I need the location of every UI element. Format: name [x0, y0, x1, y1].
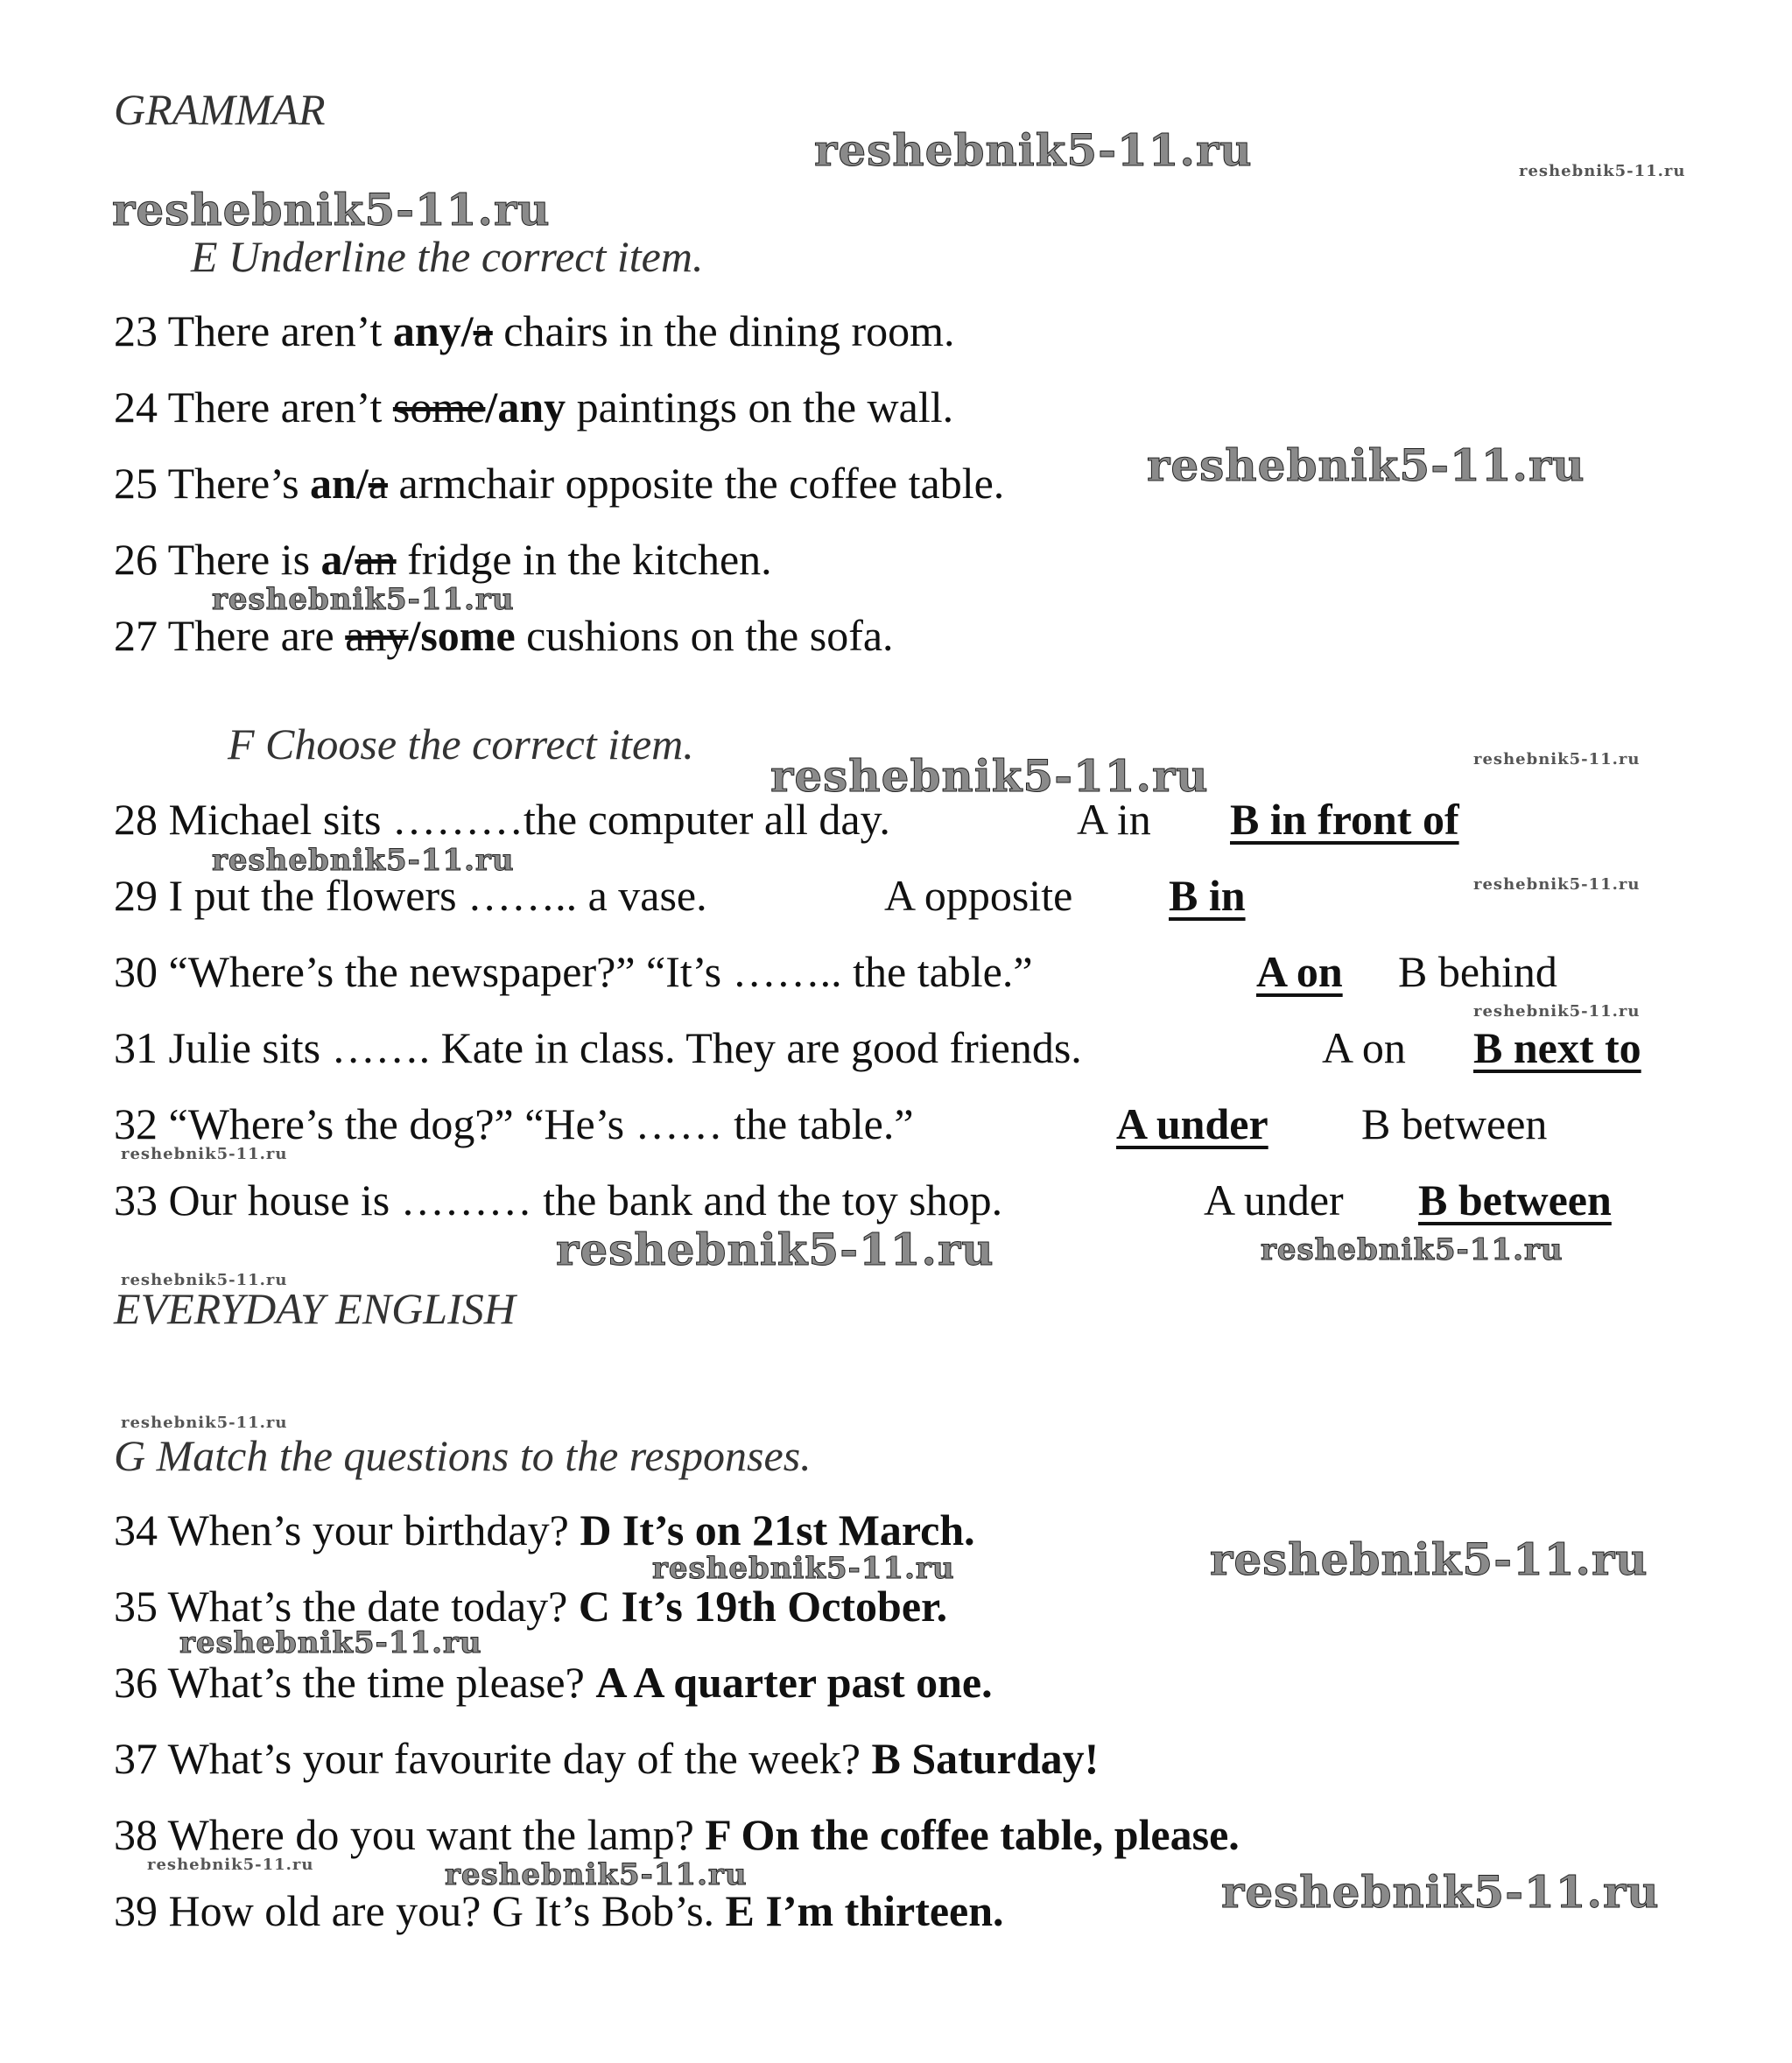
watermark: reshebnik5-11.ru [1221, 1866, 1660, 1918]
option-b: B behind [1398, 947, 1557, 996]
exercise-e-item: 24 There aren’t some/any paintings on the wall. [114, 382, 954, 432]
watermark: reshebnik5-11.ru [179, 1625, 482, 1660]
section-heading-grammar: GRAMMAR [114, 85, 326, 134]
exercise-f-item: 30 “Where’s the newspaper?” “It’s …….. the table.” [114, 947, 1033, 996]
option-a: A in [1077, 795, 1151, 844]
exercise-f-item: 32 “Where’s the dog?” “He’s …… the table.” [114, 1099, 914, 1148]
watermark: reshebnik5-11.ru [1519, 162, 1686, 180]
watermark: reshebnik5-11.ru [1473, 1002, 1641, 1021]
exercise-e-title: E Underline the correct item. [191, 232, 704, 281]
watermark: reshebnik5-11.ru [814, 124, 1253, 176]
exercise-g-item: 39 How old are you? G It’s Bob’s. E I’m thirteen. [114, 1886, 1004, 1935]
watermark: reshebnik5-11.ru [1473, 750, 1641, 768]
option-a-correct: A under [1116, 1099, 1268, 1148]
exercise-e-item: 27 There are any/some cushions on the sofa. [114, 611, 894, 660]
option-b-correct: B between [1418, 1175, 1612, 1224]
option-a: A under [1204, 1175, 1344, 1224]
watermark: reshebnik5-11.ru [121, 1271, 288, 1289]
watermark: reshebnik5-11.ru [112, 184, 551, 235]
option-b: B between [1361, 1099, 1548, 1148]
exercise-e-item: 23 There aren’t any/a chairs in the dining room. [114, 306, 955, 355]
option-a-correct: A on [1256, 947, 1343, 996]
watermark: reshebnik5-11.ru [212, 582, 515, 617]
option-b-correct: B next to [1473, 1023, 1641, 1072]
exercise-g-item: 36 What’s the time please? A A quarter past one. [114, 1658, 993, 1707]
exercise-g-title: G Match the questions to the responses. [114, 1431, 812, 1480]
section-heading-everyday-english: EVERYDAY ENGLISH [114, 1284, 516, 1333]
watermark: reshebnik5-11.ru [121, 1414, 288, 1432]
option-b-correct: B in [1169, 871, 1246, 920]
option-a: A on [1322, 1023, 1406, 1072]
watermark: reshebnik5-11.ru [147, 1856, 314, 1874]
watermark: reshebnik5-11.ru [1473, 875, 1641, 894]
exercise-g-item: 37 What’s your favourite day of the week? B Saturday! [114, 1734, 1100, 1783]
watermark: reshebnik5-11.ru [1210, 1533, 1648, 1585]
option-a: A opposite [884, 871, 1073, 920]
exercise-f-item: 31 Julie sits ……. Kate in class. They are good friends. [114, 1023, 1082, 1072]
exercise-g-item: 34 When’s your birthday? D It’s on 21st March. [114, 1505, 975, 1554]
exercise-g-item: 35 What’s the date today? C It’s 19th October. [114, 1582, 948, 1631]
watermark: reshebnik5-11.ru [445, 1857, 748, 1892]
exercise-f-item: 28 Michael sits ………the computer all day. [114, 795, 890, 844]
watermark: reshebnik5-11.ru [212, 843, 515, 878]
exercise-f-item: 33 Our house is ……… the bank and the toy shop. [114, 1175, 1003, 1224]
exercise-e-item: 25 There’s an/a armchair opposite the coffee table. [114, 459, 1005, 508]
watermark: reshebnik5-11.ru [1261, 1232, 1564, 1267]
watermark: reshebnik5-11.ru [121, 1145, 288, 1163]
exercise-f-title: F Choose the correct item. [228, 719, 694, 768]
option-b-correct: B in front of [1230, 795, 1459, 844]
exercise-e-item: 26 There is a/an fridge in the kitchen. [114, 535, 772, 584]
watermark: reshebnik5-11.ru [1147, 439, 1585, 491]
watermark: reshebnik5-11.ru [556, 1224, 994, 1275]
exercise-f-item: 29 I put the flowers …….. a vase. [114, 871, 707, 920]
watermark: reshebnik5-11.ru [652, 1551, 955, 1586]
watermark: reshebnik5-11.ru [770, 750, 1209, 802]
exercise-g-item: 38 Where do you want the lamp? F On the coffee table, please. [114, 1810, 1240, 1859]
